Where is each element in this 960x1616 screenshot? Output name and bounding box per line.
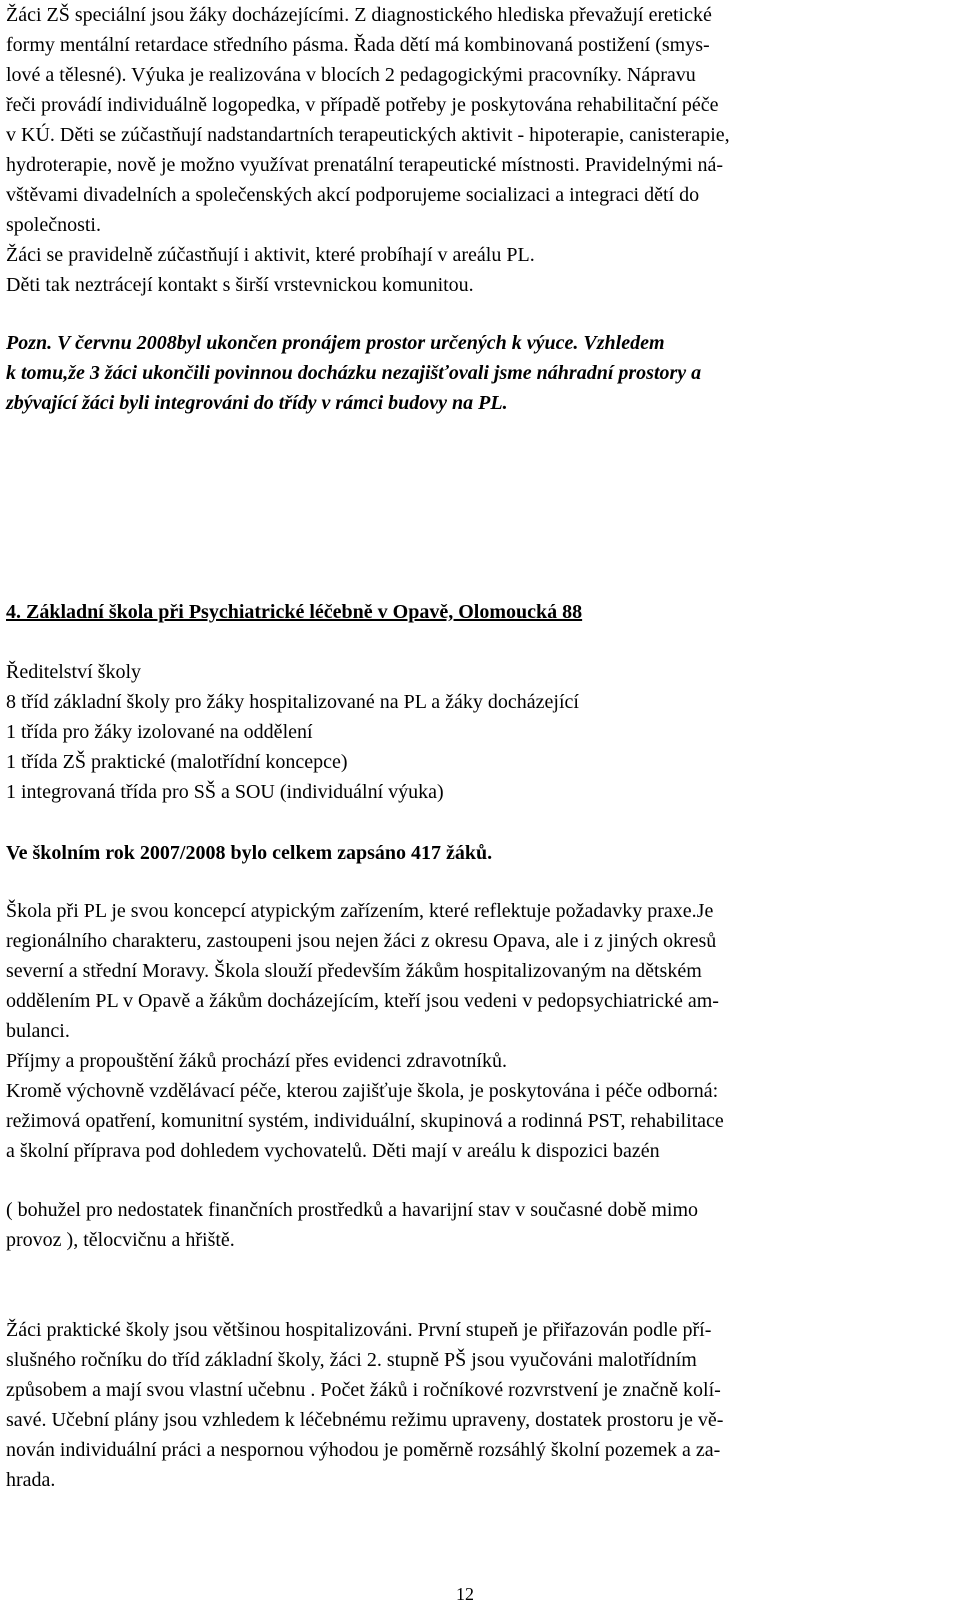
text-line: bulanci.	[6, 1020, 70, 1042]
text-line: regionálního charakteru, zastoupeni jsou nejen žáci z okresu Opava, ale i z jiných okresů	[6, 930, 717, 952]
text-line: oddělením PL v Opavě a žákům docházejícím, kteří jsou vedeni v pedopsychiatrické am-	[6, 990, 719, 1012]
structure-item: 1 třída pro žáky izolované na oddělení	[6, 721, 313, 743]
note-line: k tomu,že 3 žáci ukončili povinnou docházku nezajišťovali jsme náhradní prostory a	[6, 362, 702, 384]
structure-item: 8 tříd základní školy pro žáky hospitalizované na PL a žáky docházející	[6, 691, 579, 713]
text-line: hrada.	[6, 1469, 56, 1491]
text-line: lové a tělesné). Výuka je realizována v blocích 2 pedagogickými pracovníky. Nápravu	[6, 64, 696, 86]
note-line: Pozn. V červnu 2008byl ukončen pronájem prostor určených k výuce. Vzhledem	[6, 332, 665, 354]
text-line: ( bohužel pro nedostatek finančních prostředků a havarijní stav v současné době mimo	[6, 1199, 699, 1221]
text-line: společnosti.	[6, 214, 101, 236]
text-line: severní a střední Moravy. Škola slouží především žákům hospitalizovaným na dětském	[6, 960, 702, 982]
text-line: režimová opatření, komunitní systém, individuální, skupinová a rodinná PST, rehabilitace	[6, 1110, 724, 1132]
text-line: řeči provádí individuálně logopedka, v případě potřeby je poskytována rehabilitační péče	[6, 94, 719, 116]
text-line: formy mentální retardace středního pásma. Řada dětí má kombinovaná postižení (smys-	[6, 34, 710, 56]
structure-item: Ředitelství školy	[6, 661, 141, 683]
text-line: v KÚ. Děti se zúčastňují nadstandartních terapeutických aktivit - hipoterapie, canisterapie,	[6, 124, 730, 146]
school-description-paragraph	[6, 896, 936, 1166]
text-line: hydroterapie, nově je možno využívat prenatální terapeutické místnosti. Pravidelnými ná-	[6, 154, 724, 176]
text-line: a školní příprava pod dohledem vychovatelů. Děti mají v areálu k dispozici bazén	[6, 1140, 660, 1162]
text-line: vštěvami divadelních a společenských akcí podporujeme socializaci a integraci dětí do	[6, 184, 700, 206]
text-line: nován individuální práci a nespornou výhodou je poměrně rozsáhlý školní pozemek a za-	[6, 1439, 721, 1461]
text-line: Žáci ZŠ speciální jsou žáky docházejícími. Z diagnostického hlediska převažují eretické	[6, 4, 712, 26]
text-line: Děti tak neztrácejí kontakt s širší vrstevnickou komunitou.	[6, 274, 474, 296]
text-line: provoz ), tělocvičnu a hřiště.	[6, 1229, 235, 1251]
text-line: Žáci se pravidelně zúčastňují i aktivit, které probíhají v areálu PL.	[6, 244, 535, 266]
page-number: 12	[456, 1584, 474, 1604]
enrollment-statement: Ve školním rok 2007/2008 bylo celkem zapsáno 417 žáků.	[6, 842, 493, 864]
intro-paragraph	[6, 0, 936, 300]
school-structure-list	[6, 657, 936, 807]
text-line: slušného ročníku do tříd základní školy, žáci 2. stupně PŠ jsou vyučováni malotřídním	[6, 1349, 697, 1371]
practical-school-paragraph	[6, 1315, 936, 1495]
section-heading: 4. Základní škola při Psychiatrické léčebně v Opavě, Olomoucká 88	[6, 601, 583, 623]
text-line: Žáci praktické školy jsou většinou hospitalizováni. První stupeň je přiřazován podle pří-	[6, 1319, 712, 1341]
text-line: savé. Učební plány jsou vzhledem k léčebnému režimu upraveny, dostatek prostoru je vě-	[6, 1409, 724, 1431]
text-line: způsobem a mají svou vlastní učebnu . Počet žáků i ročníkové rozvrstvení je značně kolí-	[6, 1379, 721, 1401]
text-line: Škola při PL je svou koncepcí atypickým zařízením, které reflektuje požadavky praxe.Je	[6, 900, 714, 922]
structure-item: 1 třída ZŠ praktické (malotřídní koncepce)	[6, 751, 348, 773]
note-line: zbývající žáci byli integrováni do třídy v rámci budovy na PL.	[6, 392, 508, 414]
note-paragraph	[6, 328, 936, 418]
text-line: Příjmy a propouštění žáků prochází přes evidenci zdravotníků.	[6, 1050, 507, 1072]
structure-item: 1 integrovaná třída pro SŠ a SOU (individuální výuka)	[6, 781, 444, 803]
pool-paragraph	[6, 1195, 936, 1255]
text-line: Kromě výchovně vzdělávací péče, kterou zajišťuje škola, je poskytována i péče odborná:	[6, 1080, 719, 1102]
